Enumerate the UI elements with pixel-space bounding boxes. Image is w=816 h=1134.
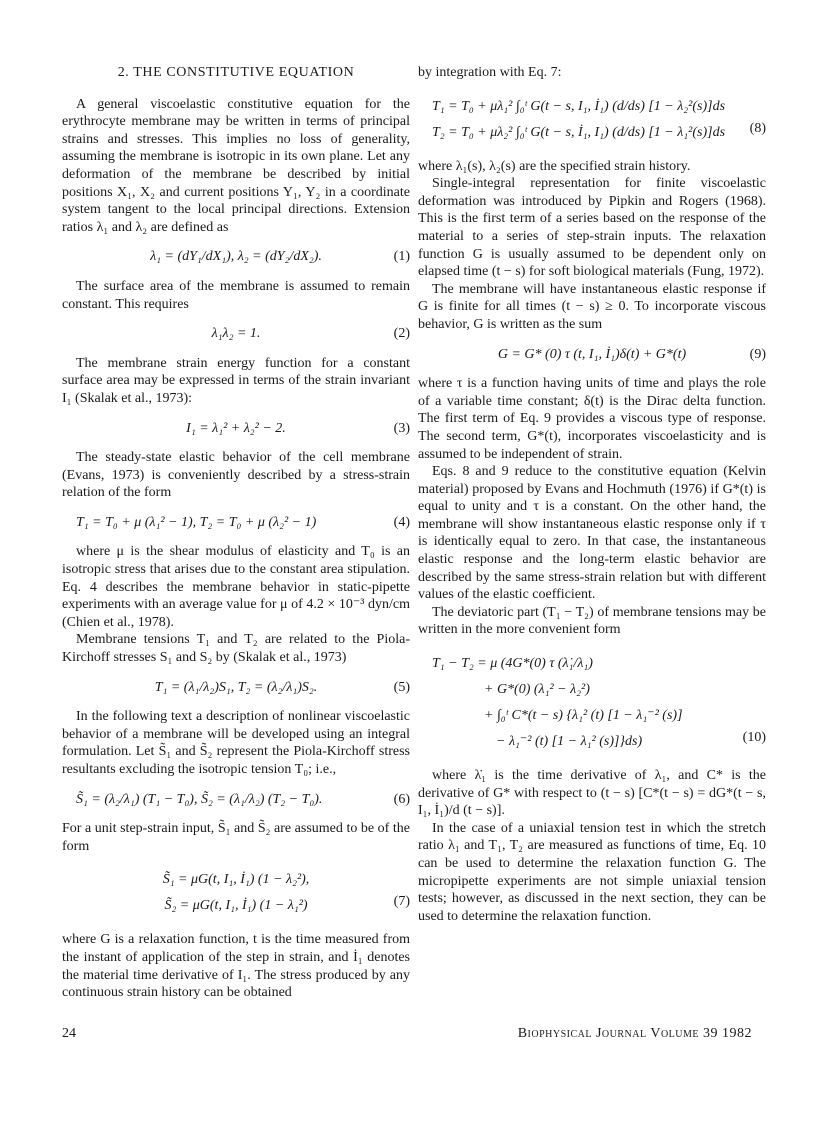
equation-line: − λ₁⁻² (t) [1 − λ₁² (s)]}ds)	[496, 734, 643, 750]
equation-line: T₂ = T₀ + μλ₂² ∫₀ᵗ G(t − s, İ₁, I₁) (d/ds) [1 − λ₁²(s)]ds	[432, 124, 726, 140]
equation-5: T₁ = (λ₁/λ₂)S₁, T₂ = (λ₂/λ₁)S₂. (5)	[154, 679, 410, 695]
equation-line: + G*(0) (λ₁² − λ₂²)	[484, 682, 590, 698]
paragraph: For a unit step-strain input, S̃₁ and S̃₂ are assumed to be of the form	[62, 821, 410, 854]
paragraph: Single-integral representation for finite viscoelastic deformation was introduced by Pipkin and Rogers (1968). This is the first term of a series based on the response of the material to a series of step-strain inputs. The relaxation function G is usually assumed to be dependent only on elapsed time (t − s) for soft biological materials (Fung, 1972).	[418, 176, 766, 280]
journal-footer: Biophysical Journal Volume 39 1982	[517, 1026, 752, 1041]
equation-8	[418, 94, 766, 146]
equation-10	[418, 651, 766, 755]
equation-number: (1)	[393, 249, 410, 265]
section-heading: 2. THE CONSTITUTIVE EQUATION	[117, 65, 355, 80]
equation-2: λ₁λ₂ = 1. (2)	[211, 326, 410, 342]
paragraph: The membrane strain energy function for a constant surface area may be expressed in terms of the strain invariant I₁ (Skalak et al., 1973):	[62, 355, 410, 406]
paragraph: Membrane tensions T₁ and T₂ are related to the Piola-Kirchoff stresses S₁ and S₂ by (Skalak et al., 1973)	[62, 632, 410, 666]
equation-line: S̃₂ = μG(t, I₁, İ₁) (1 − λ₁²)	[164, 898, 308, 914]
equation-number: (4)	[393, 514, 410, 530]
paragraph: The steady-state elastic behavior of the cell membrane (Evans, 1973) is conveniently described by a stress-strain relation of the form	[62, 450, 410, 501]
paragraph: where τ is a function having units of time and plays the role of a variable time constant; δ(t) is the Dirac delta function. The first term of Eq. 9 provides a viscous type of response. The second term, G*(t), incorporates viscoelasticity and is assumed to be independent of strain.	[418, 376, 766, 462]
equation-1: λ₁ = (dY₁/dX₁), λ₂ = (dY₂/dX₂). (1)	[150, 249, 410, 265]
page-number: 24	[62, 1026, 76, 1041]
equation-line: T₁ − T₂ = μ (4G*(0) τ (λ̇₁/λ₁)	[432, 656, 593, 672]
equation-number: (5)	[393, 679, 410, 695]
paragraph: The surface area of the membrane is assumed to remain constant. This requires	[62, 278, 410, 312]
equation-number: (3)	[393, 420, 410, 436]
paragraph: where μ is the shear modulus of elasticity and T₀ is an isotropic stress that arises due to the constant area stipulation. Eq. 4 describes the membrane behavior in static-pipette experiments with an average value for μ of 4.2 × 10⁻³ dyn/cm (Chien et al., 1978).	[62, 544, 410, 630]
equation-number: (7)	[393, 894, 410, 910]
paragraph: Eqs. 8 and 9 reduce to the constitutive equation (Kelvin material) proposed by Evans and Hochmuth (1976) if G*(t) is equal to unity and τ is a constant. On the other hand, the membrane will show instantaneous elastic response only if τ is identically equal to zero. In that case, the instantaneous elastic response and the long-term elastic behavior are described by the same stress-strain relation but with different values of the elastic coefficient.	[418, 464, 766, 603]
paragraph: where λ₁(s), λ₂(s) are the specified strain history.	[418, 158, 691, 174]
equation-4: T₁ = T₀ + μ (λ₁² − 1), T₂ = T₀ + μ (λ₂² − 1) (4)	[76, 514, 410, 530]
equation-number: (9)	[749, 346, 766, 362]
equation-line: T₁ = T₀ + μλ₁² ∫₀ᵗ G(t − s, I₁, İ₁) (d/ds) [1 − λ₂²(s)]ds	[432, 98, 726, 114]
paragraph: where G is a relaxation function, t is the time measured from the instant of application of the step in strain, and İ₁ denotes the material time derivative of I₁. The stress produced by any continuous strain history can be obtained	[62, 932, 410, 1001]
paragraph: by integration with Eq. 7:	[418, 65, 562, 80]
paragraph: In the following text a description of nonlinear viscoelastic behavior of a membrane will be developed using an integral formulation. Let S̃₁ and S̃₂ represent the Piola-Kirchoff stress resultants excluding the isotropic tension T₀; i.e.,	[62, 709, 410, 777]
equation-9: G = G* (0) τ (t, I₁, İ₁)δ(t) + G*(t) (9)	[497, 346, 766, 362]
right-column	[418, 64, 766, 925]
equation-line: S̃₁ = μG(t, I₁, İ₁) (1 − λ₂²),	[162, 872, 310, 888]
paragraph: The membrane will have instantaneous elastic response if G is finite for all times (t − s) ≥ 0. To incorporate viscous behavior, G is written as the sum	[418, 281, 766, 332]
equation-3: I₁ = λ₁² + λ₂² − 2. (3)	[186, 420, 410, 436]
equation-7	[62, 867, 410, 919]
equation-number: (8)	[749, 120, 766, 136]
equation-number: (6)	[393, 791, 410, 807]
paragraph: In the case of a uniaxial tension test in which the stretch ratio λ₁ and T₁, T₂ are measured as functions of time, Eq. 10 can be used to determine the relaxation function G. The micropipette experiments are not simple uniaxial tension tests; however, as discussed in the next section, they can be used to determine the relaxation function.	[418, 820, 766, 924]
paragraph: The deviatoric part (T₁ − T₂) of membrane tensions may be written in the more convenient form	[418, 604, 766, 638]
left-column	[62, 64, 410, 1002]
paragraph: A general viscoelastic constitutive equation for the erythrocyte membrane may be written in terms of principal strains and stresses. This implies no loss of generality, assuming the membrane is isotropic in its own plane. Let any deformation of the membrane be described by initial positions X₁, X₂ and current positions Y₁, Y₂ in a coordinate system tangent to the local principal directions. Extension ratios λ₁ and λ₂ are defined as	[62, 96, 410, 235]
equation-number: (2)	[393, 326, 410, 342]
equation-6: S̃₁ = (λ₂/λ₁) (T₁ − T₀), S̃₂ = (λ₁/λ₂) (T₂ − T₀). (6)	[76, 791, 410, 807]
equation-line: + ∫₀ᵗ C*(t − s) {λ₁² (t) [1 − λ₁⁻² (s)]	[484, 708, 683, 724]
paragraph: where λ̇₁ is the time derivative of λ₁, and C* is the derivative of G* with respect to (t − s) [C*(t − s) = dG*(t − s, I₁, İ₁)/d (t − s)].	[418, 768, 766, 819]
equation-number: (10)	[742, 730, 766, 746]
